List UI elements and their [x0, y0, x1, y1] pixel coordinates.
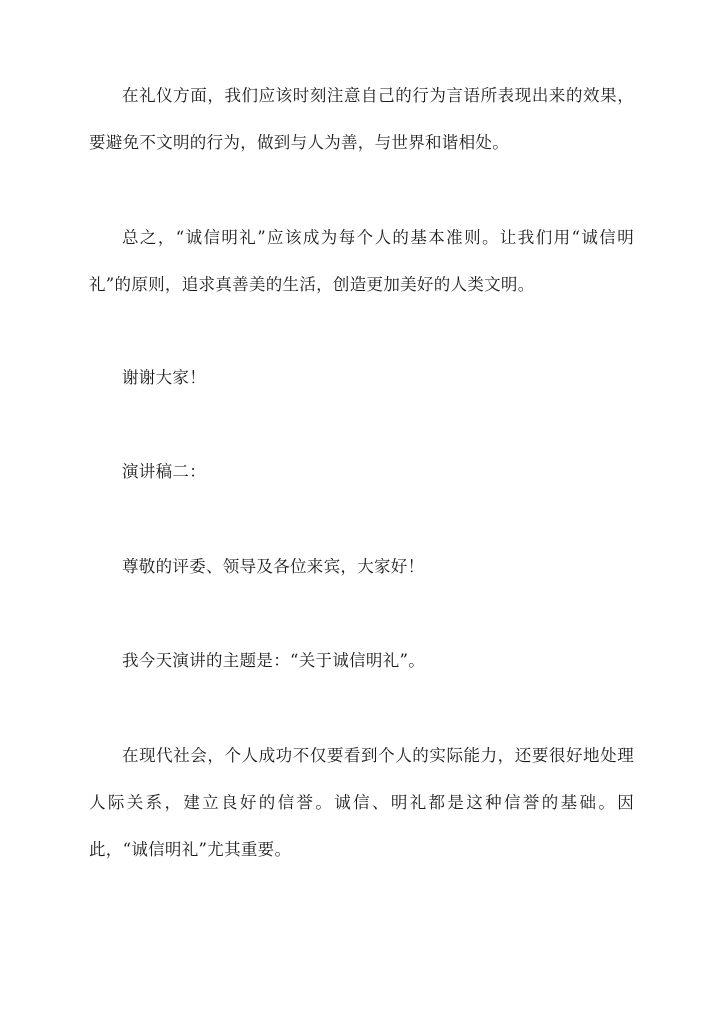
- paragraph-topic: 我今天演讲的主题是：“关于诚信明礼”。: [122, 651, 426, 670]
- paragraph-thanks: 谢谢大家！: [122, 368, 206, 387]
- paragraph-modern-society: 在现代社会，个人成功不仅要看到个人的实际能力，还要很好地处理人际关系，建立良好的信誉。诚信、明礼都是这种信誉的基础。因此，“诚信明礼”尤其重要。: [89, 746, 634, 859]
- paragraph-greeting: 尊敬的评委、领导及各位来宾，大家好！: [122, 557, 425, 576]
- section-heading-speech-two: 演讲稿二：: [122, 462, 206, 481]
- paragraph-conclusion: 总之，“诚信明礼”应该成为每个人的基本准则。让我们用“诚信明礼”的原则，追求真善美的生活，创造更加美好的人类文明。: [89, 228, 634, 294]
- paragraph-etiquette: 在礼仪方面，我们应该时刻注意自己的行为言语所表现出来的效果，要避免不文明的行为，做到与人为善，与世界和谐相处。: [89, 86, 634, 152]
